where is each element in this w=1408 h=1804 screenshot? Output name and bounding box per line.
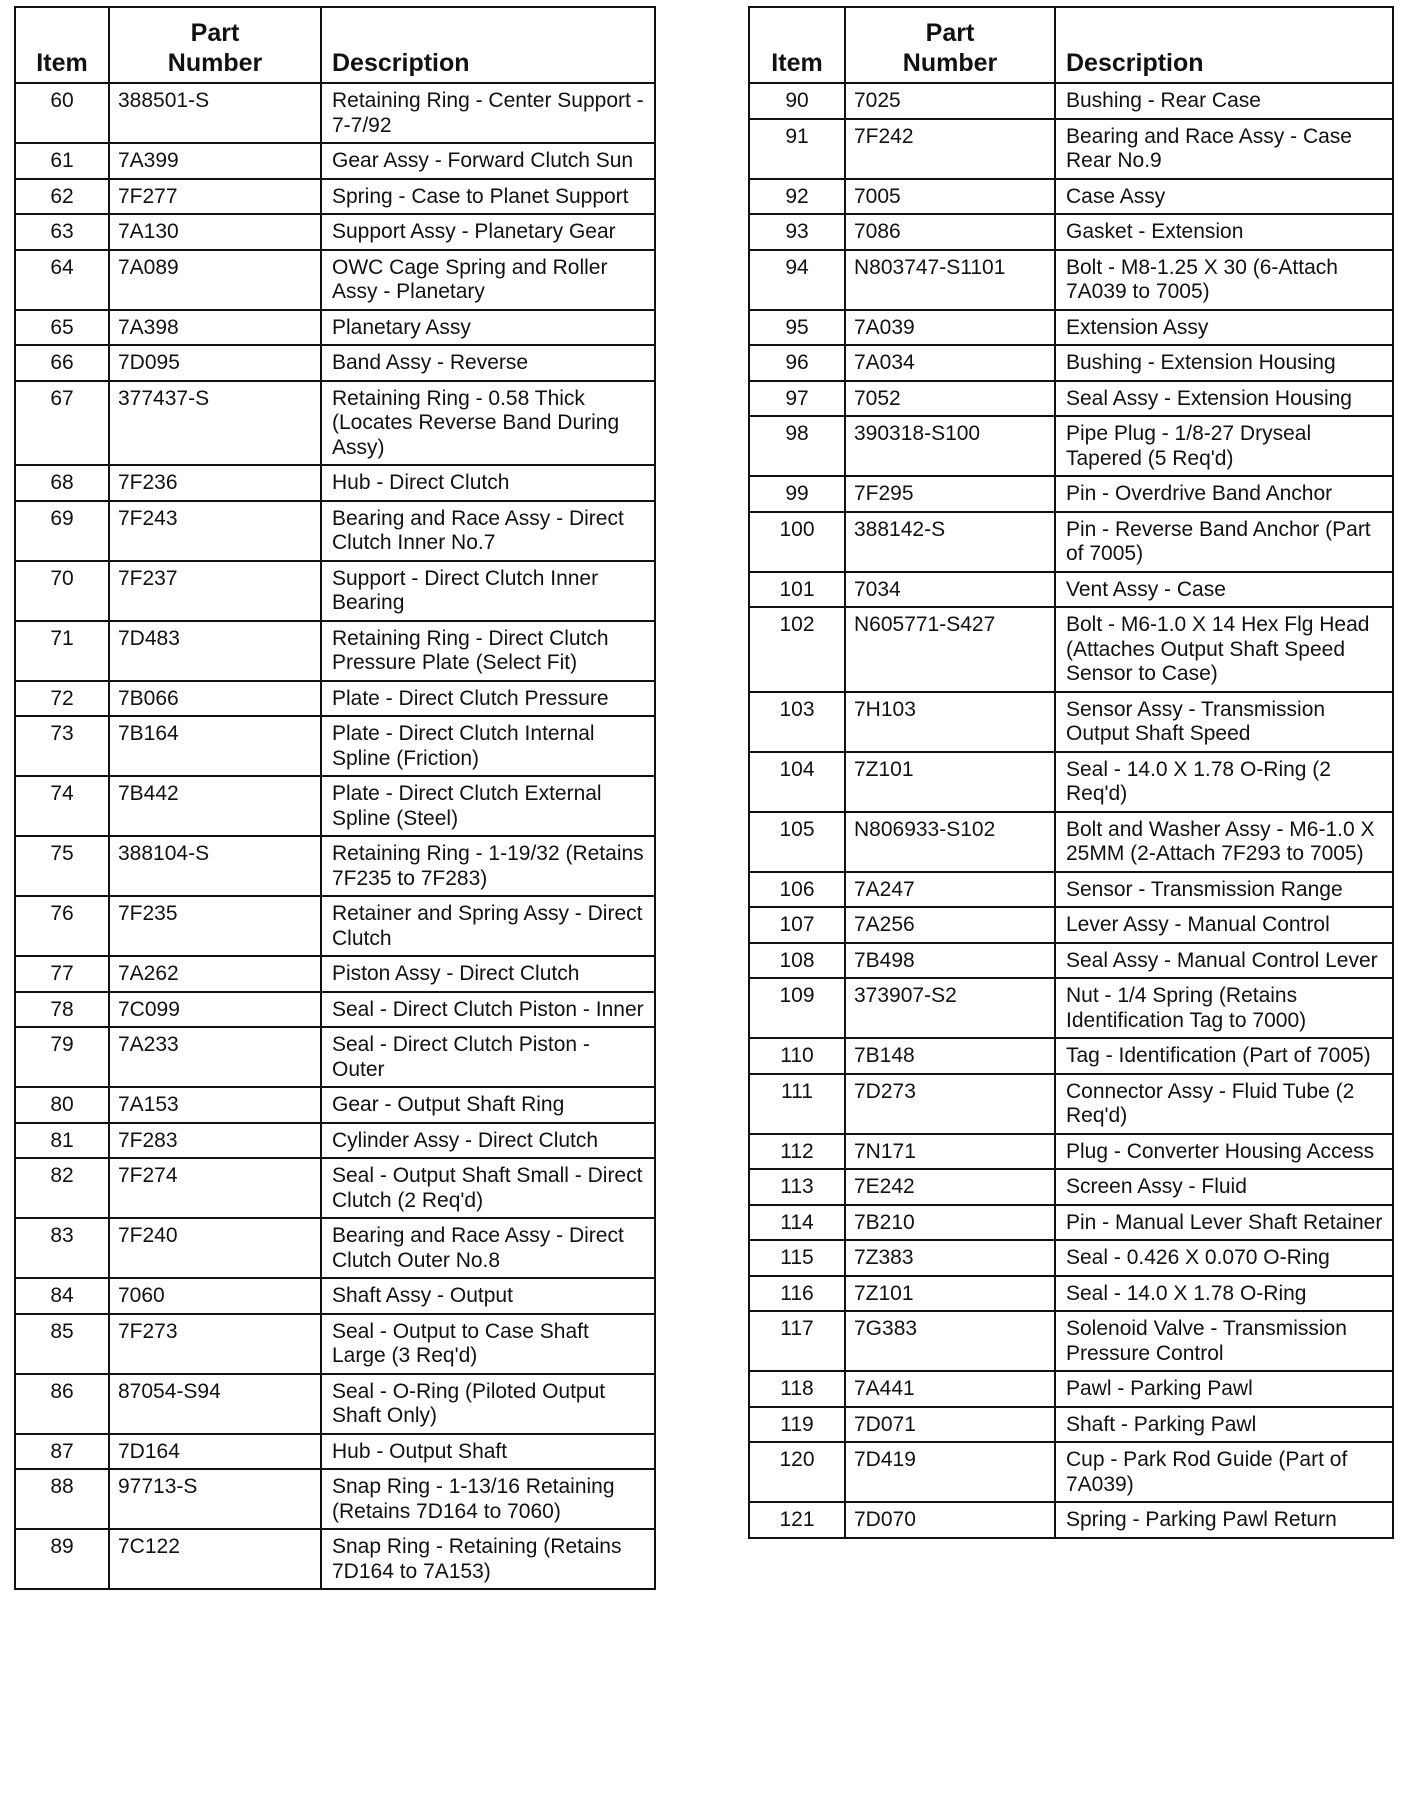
description-cell: Bushing - Rear Case [1055,83,1393,119]
part-number-cell: 7D070 [845,1502,1055,1538]
item-cell: 112 [749,1134,845,1170]
item-cell: 75 [15,836,109,896]
description-cell: Seal - Output Shaft Small - Direct Clutch (2 Req'd) [321,1158,655,1218]
table-row [749,512,1393,572]
table-row [15,1434,655,1470]
item-cell: 87 [15,1434,109,1470]
table-row [15,1469,655,1529]
table-row [749,1502,1393,1538]
description-cell: Gear - Output Shaft Ring [321,1087,655,1123]
item-cell: 69 [15,501,109,561]
part-number-cell: 7A039 [845,310,1055,346]
item-cell: 119 [749,1407,845,1443]
part-number-cell: 7A130 [109,214,321,250]
item-cell: 115 [749,1240,845,1276]
item-cell: 102 [749,607,845,692]
part-number-cell: 7B498 [845,943,1055,979]
part-number-cell: 7F295 [845,476,1055,512]
table-row [749,119,1393,179]
table-row [749,978,1393,1038]
item-cell: 78 [15,992,109,1028]
part-number-cell: 377437-S [109,381,321,466]
table-row [749,607,1393,692]
part-number-cell: 7052 [845,381,1055,417]
description-cell: Plate - Direct Clutch Internal Spline (Friction) [321,716,655,776]
item-cell: 109 [749,978,845,1038]
item-cell: 104 [749,752,845,812]
part-number-cell: 7A233 [109,1027,321,1087]
part-number-header: Part Number [109,7,321,83]
part-number-cell: N605771-S427 [845,607,1055,692]
part-number-cell: 7005 [845,179,1055,215]
item-cell: 76 [15,896,109,956]
part-number-cell: 7A262 [109,956,321,992]
description-cell: Plug - Converter Housing Access [1055,1134,1393,1170]
description-cell: Plate - Direct Clutch External Spline (Steel) [321,776,655,836]
parts-table-left [14,6,656,1590]
item-cell: 63 [15,214,109,250]
description-cell: Retaining Ring - 1-19/32 (Retains 7F235 to 7F283) [321,836,655,896]
description-cell: Vent Assy - Case [1055,572,1393,608]
part-number-cell: 7A398 [109,310,321,346]
item-cell: 95 [749,310,845,346]
description-cell: Support Assy - Planetary Gear [321,214,655,250]
description-cell: Pawl - Parking Pawl [1055,1371,1393,1407]
table-row [749,943,1393,979]
description-cell: Bolt and Washer Assy - M6-1.0 X 25MM (2-Attach 7F293 to 7005) [1055,812,1393,872]
table-row [749,1038,1393,1074]
part-number-cell: 97713-S [109,1469,321,1529]
table-row [15,1278,655,1314]
part-number-cell: 7F242 [845,119,1055,179]
description-cell: Pipe Plug - 1/8-27 Dryseal Tapered (5 Req'd) [1055,416,1393,476]
description-header: Description [321,7,655,83]
table-row [15,381,655,466]
table-row [15,621,655,681]
item-cell: 83 [15,1218,109,1278]
part-number-cell: 7D483 [109,621,321,681]
item-cell: 101 [749,572,845,608]
item-cell: 113 [749,1169,845,1205]
description-cell: Screen Assy - Fluid [1055,1169,1393,1205]
table-row [15,836,655,896]
table-row [15,1158,655,1218]
item-cell: 91 [749,119,845,179]
item-cell: 68 [15,465,109,501]
item-cell: 100 [749,512,845,572]
item-cell: 120 [749,1442,845,1502]
description-cell: Shaft - Parking Pawl [1055,1407,1393,1443]
item-cell: 72 [15,681,109,717]
table-row [749,1371,1393,1407]
description-cell: Bolt - M6-1.0 X 14 Hex Flg Head (Attaches Output Shaft Speed Sensor to Case) [1055,607,1393,692]
description-cell: Snap Ring - 1-13/16 Retaining (Retains 7D164 to 7060) [321,1469,655,1529]
part-number-cell: 7N171 [845,1134,1055,1170]
item-cell: 105 [749,812,845,872]
description-cell: Pin - Manual Lever Shaft Retainer [1055,1205,1393,1241]
part-number-cell: 7Z383 [845,1240,1055,1276]
table-row [15,250,655,310]
part-number-cell: 7C099 [109,992,321,1028]
item-cell: 90 [749,83,845,119]
parts-table-right-body [749,83,1393,1538]
table-row [15,776,655,836]
part-number-cell: 388104-S [109,836,321,896]
table-row [749,812,1393,872]
item-cell: 117 [749,1311,845,1371]
table-row [15,1374,655,1434]
item-cell: 106 [749,872,845,908]
table-row [749,179,1393,215]
part-number-cell: 7C122 [109,1529,321,1589]
table-header-row [15,7,655,83]
part-number-cell: 7H103 [845,692,1055,752]
description-cell: Pin - Overdrive Band Anchor [1055,476,1393,512]
description-cell: Seal Assy - Extension Housing [1055,381,1393,417]
table-row [749,250,1393,310]
table-row [15,345,655,381]
part-number-cell: 7A247 [845,872,1055,908]
table-row [749,907,1393,943]
item-cell: 94 [749,250,845,310]
table-row [749,1074,1393,1134]
item-cell: 116 [749,1276,845,1312]
description-cell: Bearing and Race Assy - Direct Clutch Inner No.7 [321,501,655,561]
table-row [749,1276,1393,1312]
description-cell: Case Assy [1055,179,1393,215]
item-cell: 118 [749,1371,845,1407]
item-cell: 99 [749,476,845,512]
part-number-cell: 373907-S2 [845,978,1055,1038]
description-cell: Seal - O-Ring (Piloted Output Shaft Only) [321,1374,655,1434]
item-cell: 70 [15,561,109,621]
description-cell: Snap Ring - Retaining (Retains 7D164 to 7A153) [321,1529,655,1589]
item-cell: 108 [749,943,845,979]
table-row [15,143,655,179]
table-row [749,345,1393,381]
item-cell: 64 [15,250,109,310]
item-cell: 97 [749,381,845,417]
part-number-cell: 7B066 [109,681,321,717]
description-cell: Bearing and Race Assy - Direct Clutch Outer No.8 [321,1218,655,1278]
item-cell: 74 [15,776,109,836]
part-number-cell: 7D095 [109,345,321,381]
description-cell: Spring - Parking Pawl Return [1055,1502,1393,1538]
part-number-cell: 388142-S [845,512,1055,572]
item-header: Item [15,7,109,83]
item-cell: 79 [15,1027,109,1087]
table-row [15,992,655,1028]
part-number-cell: 7086 [845,214,1055,250]
table-row [15,310,655,346]
part-number-cell: 7F236 [109,465,321,501]
table-row [749,1311,1393,1371]
table-row [749,310,1393,346]
table-row [749,692,1393,752]
part-number-cell: 7F240 [109,1218,321,1278]
item-cell: 85 [15,1314,109,1374]
part-number-header: Part Number [845,7,1055,83]
parts-table-left-body [15,83,655,1589]
part-number-cell: 7025 [845,83,1055,119]
description-header: Description [1055,7,1393,83]
item-cell: 121 [749,1502,845,1538]
item-cell: 84 [15,1278,109,1314]
description-cell: Seal - Direct Clutch Piston - Inner [321,992,655,1028]
table-row [749,1407,1393,1443]
part-number-cell: 7B442 [109,776,321,836]
table-row [15,1218,655,1278]
description-cell: Planetary Assy [321,310,655,346]
part-number-cell: 390318-S100 [845,416,1055,476]
part-number-cell: 7F277 [109,179,321,215]
description-cell: Seal - 14.0 X 1.78 O-Ring (2 Req'd) [1055,752,1393,812]
item-cell: 86 [15,1374,109,1434]
description-cell: Seal - Direct Clutch Piston - Outer [321,1027,655,1087]
item-cell: 80 [15,1087,109,1123]
table-row [15,1087,655,1123]
part-number-cell: 7060 [109,1278,321,1314]
item-cell: 60 [15,83,109,143]
description-cell: OWC Cage Spring and Roller Assy - Planetary [321,250,655,310]
item-cell: 89 [15,1529,109,1589]
part-number-cell: 7F274 [109,1158,321,1218]
description-cell: Retaining Ring - Direct Clutch Pressure Plate (Select Fit) [321,621,655,681]
description-cell: Hub - Output Shaft [321,1434,655,1470]
description-cell: Spring - Case to Planet Support [321,179,655,215]
item-cell: 67 [15,381,109,466]
table-row [749,214,1393,250]
part-number-cell: N803747-S1101 [845,250,1055,310]
table-row [15,465,655,501]
table-row [15,956,655,992]
item-cell: 82 [15,1158,109,1218]
description-cell: Nut - 1/4 Spring (Retains Identification Tag to 7000) [1055,978,1393,1038]
description-cell: Seal Assy - Manual Control Lever [1055,943,1393,979]
description-cell: Seal - 14.0 X 1.78 O-Ring [1055,1276,1393,1312]
description-cell: Bolt - M8-1.25 X 30 (6-Attach 7A039 to 7005) [1055,250,1393,310]
part-number-cell: 7D419 [845,1442,1055,1502]
table-row [15,179,655,215]
item-cell: 110 [749,1038,845,1074]
table-row [15,896,655,956]
part-number-cell: 7B148 [845,1038,1055,1074]
description-cell: Band Assy - Reverse [321,345,655,381]
item-cell: 96 [749,345,845,381]
part-number-cell: 7F235 [109,896,321,956]
item-cell: 93 [749,214,845,250]
table-row [749,1134,1393,1170]
table-row [15,501,655,561]
part-number-cell: 7A034 [845,345,1055,381]
table-row [15,716,655,776]
item-cell: 88 [15,1469,109,1529]
item-cell: 73 [15,716,109,776]
description-cell: Bearing and Race Assy - Case Rear No.9 [1055,119,1393,179]
item-cell: 66 [15,345,109,381]
description-cell: Retaining Ring - 0.58 Thick (Locates Reverse Band During Assy) [321,381,655,466]
description-cell: Extension Assy [1055,310,1393,346]
description-cell: Sensor Assy - Transmission Output Shaft Speed [1055,692,1393,752]
item-cell: 114 [749,1205,845,1241]
table-row [15,681,655,717]
table-row [749,381,1393,417]
table-row [15,1529,655,1589]
description-cell: Gasket - Extension [1055,214,1393,250]
part-number-cell: 7A153 [109,1087,321,1123]
table-row [749,1240,1393,1276]
description-cell: Seal - 0.426 X 0.070 O-Ring [1055,1240,1393,1276]
part-number-cell: 7B210 [845,1205,1055,1241]
item-cell: 107 [749,907,845,943]
description-cell: Gear Assy - Forward Clutch Sun [321,143,655,179]
description-cell: Cylinder Assy - Direct Clutch [321,1123,655,1159]
table-row [749,872,1393,908]
description-cell: Piston Assy - Direct Clutch [321,956,655,992]
part-number-cell: 7034 [845,572,1055,608]
item-cell: 81 [15,1123,109,1159]
part-number-cell: 7D273 [845,1074,1055,1134]
description-cell: Support - Direct Clutch Inner Bearing [321,561,655,621]
part-number-cell: N806933-S102 [845,812,1055,872]
table-row [15,1123,655,1159]
part-number-cell: 388501-S [109,83,321,143]
table-row [749,1442,1393,1502]
part-number-cell: 7G383 [845,1311,1055,1371]
part-number-cell: 7B164 [109,716,321,776]
table-row [749,83,1393,119]
table-header-row [749,7,1393,83]
part-number-cell: 87054-S94 [109,1374,321,1434]
description-cell: Connector Assy - Fluid Tube (2 Req'd) [1055,1074,1393,1134]
item-cell: 62 [15,179,109,215]
part-number-cell: 7E242 [845,1169,1055,1205]
table-row [15,214,655,250]
description-cell: Pin - Reverse Band Anchor (Part of 7005) [1055,512,1393,572]
table-row [749,1205,1393,1241]
item-cell: 61 [15,143,109,179]
table-row [15,1314,655,1374]
part-number-cell: 7D164 [109,1434,321,1470]
part-number-cell: 7F237 [109,561,321,621]
table-row [15,1027,655,1087]
description-cell: Cup - Park Rod Guide (Part of 7A039) [1055,1442,1393,1502]
description-cell: Seal - Output to Case Shaft Large (3 Req'd) [321,1314,655,1374]
item-cell: 111 [749,1074,845,1134]
parts-table-right [748,6,1394,1539]
item-cell: 65 [15,310,109,346]
part-number-cell: 7F243 [109,501,321,561]
description-cell: Retaining Ring - Center Support - 7-7/92 [321,83,655,143]
description-cell: Lever Assy - Manual Control [1055,907,1393,943]
part-number-cell: 7Z101 [845,752,1055,812]
item-cell: 103 [749,692,845,752]
description-cell: Bushing - Extension Housing [1055,345,1393,381]
description-cell: Shaft Assy - Output [321,1278,655,1314]
part-number-cell: 7F283 [109,1123,321,1159]
table-row [749,476,1393,512]
part-number-cell: 7A089 [109,250,321,310]
item-cell: 77 [15,956,109,992]
description-cell: Sensor - Transmission Range [1055,872,1393,908]
item-header: Item [749,7,845,83]
table-row [15,561,655,621]
description-cell: Solenoid Valve - Transmission Pressure Control [1055,1311,1393,1371]
table-row [15,83,655,143]
table-row [749,416,1393,476]
item-cell: 92 [749,179,845,215]
item-cell: 71 [15,621,109,681]
part-number-cell: 7A399 [109,143,321,179]
table-row [749,1169,1393,1205]
item-cell: 98 [749,416,845,476]
part-number-cell: 7F273 [109,1314,321,1374]
part-number-cell: 7A256 [845,907,1055,943]
table-row [749,752,1393,812]
description-cell: Hub - Direct Clutch [321,465,655,501]
description-cell: Retainer and Spring Assy - Direct Clutch [321,896,655,956]
description-cell: Tag - Identification (Part of 7005) [1055,1038,1393,1074]
table-row [749,572,1393,608]
description-cell: Plate - Direct Clutch Pressure [321,681,655,717]
part-number-cell: 7Z101 [845,1276,1055,1312]
part-number-cell: 7A441 [845,1371,1055,1407]
part-number-cell: 7D071 [845,1407,1055,1443]
